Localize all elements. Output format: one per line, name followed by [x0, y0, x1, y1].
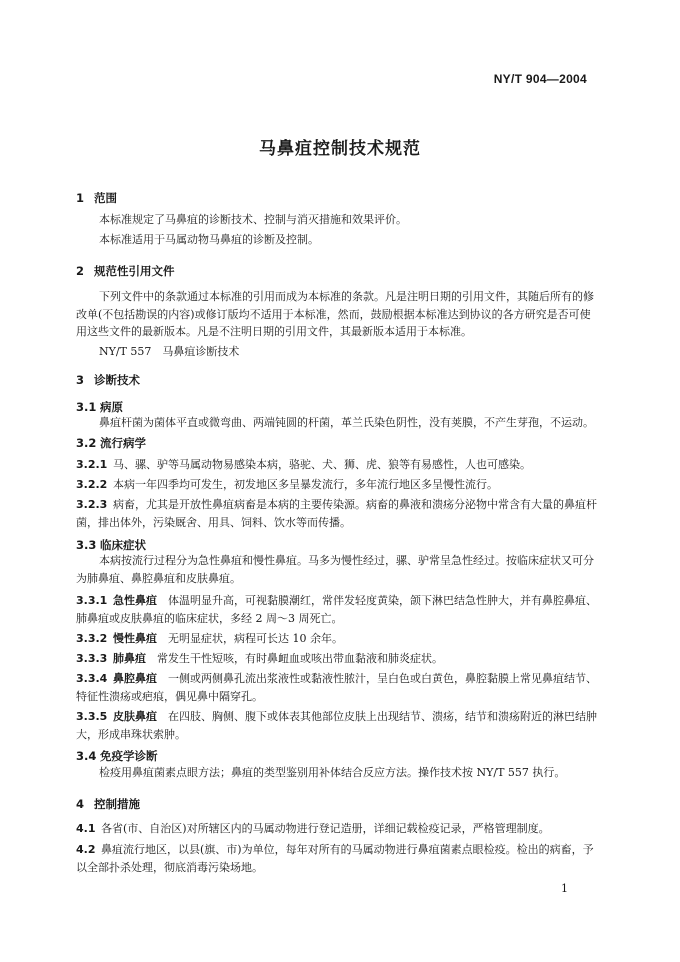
- clause-text: 在四肢、胸侧、腹下或体表其他部位皮肤上出现结节、溃疡，结节和溃疡附近的淋巴结肿大，形成串珠状索肿。: [76, 710, 597, 741]
- standard-number: NY/T 904—2004: [493, 72, 587, 86]
- section-number: 3: [76, 373, 85, 387]
- section-title: 病原: [100, 400, 123, 414]
- clause-number: 3.3.2: [76, 632, 108, 645]
- clause-3-3-1: [76, 592, 600, 627]
- section-number: 3.4: [76, 749, 97, 763]
- clause-text: 无明显症状，病程可长达 10 余年。: [168, 632, 343, 645]
- section-2-heading: [76, 263, 175, 279]
- section-4-heading: [76, 796, 140, 812]
- subsection-3-1-heading: [76, 399, 123, 415]
- clause-text: 一侧或两侧鼻孔流出浆液性或黏液性脓汁，呈白色或白黄色，鼻腔黏膜上常见鼻疽结节、特征性溃疡或疤痕，偶见鼻中隔穿孔。: [76, 672, 597, 703]
- clause-term: 急性鼻疽: [113, 594, 157, 607]
- clause-3-3-4: [76, 670, 600, 705]
- paragraph: 本标准规定了马鼻疽的诊断技术、控制与消灭措施和效果评价。: [99, 213, 407, 226]
- clause-number: 4.2: [76, 843, 96, 856]
- clause-3-3-5: [76, 708, 600, 743]
- section-title: 控制措施: [94, 797, 140, 811]
- clause-3-2-2: [76, 476, 498, 494]
- subsection-3-3-heading: [76, 537, 146, 553]
- clause-number: 4.1: [76, 822, 96, 835]
- clause-number: 3.3.3: [76, 652, 108, 665]
- section-title: 规范性引用文件: [94, 264, 175, 278]
- clause-text: 体温明显升高，可视黏膜潮红，常伴发轻度黄染，颌下淋巴结急性肿大，并有鼻腔鼻疽、肺鼻疽或皮肤鼻疽的临床症状，多经 2 周～3 周死亡。: [76, 594, 597, 625]
- clause-text: 病畜，尤其是开放性鼻疽病畜是本病的主要传染源。病畜的鼻液和溃疡分泌物中常含有大量的鼻疽杆菌，排出体外，污染厩舍、用具、饲料、饮水等而传播。: [76, 498, 597, 529]
- section-number: 3.3: [76, 538, 97, 552]
- subsection-3-2-heading: [76, 435, 146, 451]
- section-title: 流行病学: [100, 436, 146, 450]
- section-number: 1: [76, 191, 85, 205]
- clause-text: 马、骡、驴等马属动物易感染本病，骆驼、犬、狮、虎、狼等有易感性，人也可感染。: [113, 458, 531, 471]
- clause-text: 常发生干性短咳，有时鼻衄血或咳出带血黏液和肺炎症状。: [157, 652, 443, 665]
- document-title: 马鼻疽控制技术规范: [259, 139, 421, 159]
- clause-4-2: [76, 841, 600, 876]
- clause-number: 3.3.4: [76, 672, 108, 685]
- normative-reference: NY/T 557 马鼻疽诊断技术: [99, 345, 240, 358]
- paragraph: 本病按流行过程分为急性鼻疽和慢性鼻疽。马多为慢性经过，骡、驴常呈急性经过。按临床症状又可分为肺鼻疽、鼻腔鼻疽和皮肤鼻疽。: [76, 554, 594, 585]
- paragraph: 鼻疽杆菌为菌体平直或微弯曲、两端钝圆的杆菌，革兰氏染色阴性，没有荚膜，不产生芽孢，不运动。: [99, 416, 594, 429]
- clause-3-2-1: [76, 456, 531, 474]
- section-title: 免疫学诊断: [100, 749, 158, 763]
- clause-number: 3.3.5: [76, 710, 108, 723]
- clause-3-2-3: [76, 496, 600, 531]
- section-title: 临床症状: [100, 538, 146, 552]
- clause-number: 3.2.1: [76, 458, 108, 471]
- section-number: 3.1: [76, 400, 97, 414]
- section-3-heading: [76, 372, 140, 388]
- subsection-3-4-heading: [76, 748, 158, 764]
- page-number: 1: [561, 882, 568, 895]
- clause-term: 慢性鼻疽: [113, 632, 157, 645]
- section-number: 3.2: [76, 436, 97, 450]
- paragraph: 本标准适用于马属动物马鼻疽的诊断及控制。: [99, 233, 319, 246]
- section-title: 诊断技术: [94, 373, 140, 387]
- section-title: 范围: [94, 191, 117, 205]
- clause-text: 各省(市、自治区)对所辖区内的马属动物进行登记造册，详细记载检疫记录，严格管理制度。: [101, 822, 550, 835]
- clause-3-3-2: [76, 630, 343, 648]
- clause-term: 皮肤鼻疽: [113, 710, 157, 723]
- clause-term: 肺鼻疽: [113, 652, 146, 665]
- clause-number: 3.2.2: [76, 478, 108, 491]
- clause-4-1: [76, 820, 550, 838]
- clause-3-3-3: [76, 650, 443, 668]
- clause-number: 3.2.3: [76, 498, 108, 511]
- section-number: 4: [76, 797, 85, 811]
- section-1-heading: [76, 190, 117, 206]
- paragraph: 下列文件中的条款通过本标准的引用而成为本标准的条款。凡是注明日期的引用文件，其随后所有的修改单(不包括勘误的内容)或修订版均不适用于本标准，然而，鼓励根据本标准达到协议的各方研究是否可使用这些文件的最新版本。凡是不注明日期的引用文件，其最新版本适用于本标准。: [76, 290, 594, 338]
- clause-term: 鼻腔鼻疽: [113, 672, 157, 685]
- clause-text: 鼻疽流行地区，以县(旗、市)为单位，每年对所有的马属动物进行鼻疽菌素点眼检疫。检出的病畜，予以全部扑杀处理，彻底消毒污染场地。: [76, 843, 594, 874]
- clause-text: 本病一年四季均可发生，初发地区多呈暴发流行，多年流行地区多呈慢性流行。: [113, 478, 498, 491]
- clause-number: 3.3.1: [76, 594, 108, 607]
- section-number: 2: [76, 264, 85, 278]
- paragraph: 检疫用鼻疽菌素点眼方法；鼻疽的类型鉴别用补体结合反应方法。操作技术按 NY/T 557 执行。: [99, 766, 566, 779]
